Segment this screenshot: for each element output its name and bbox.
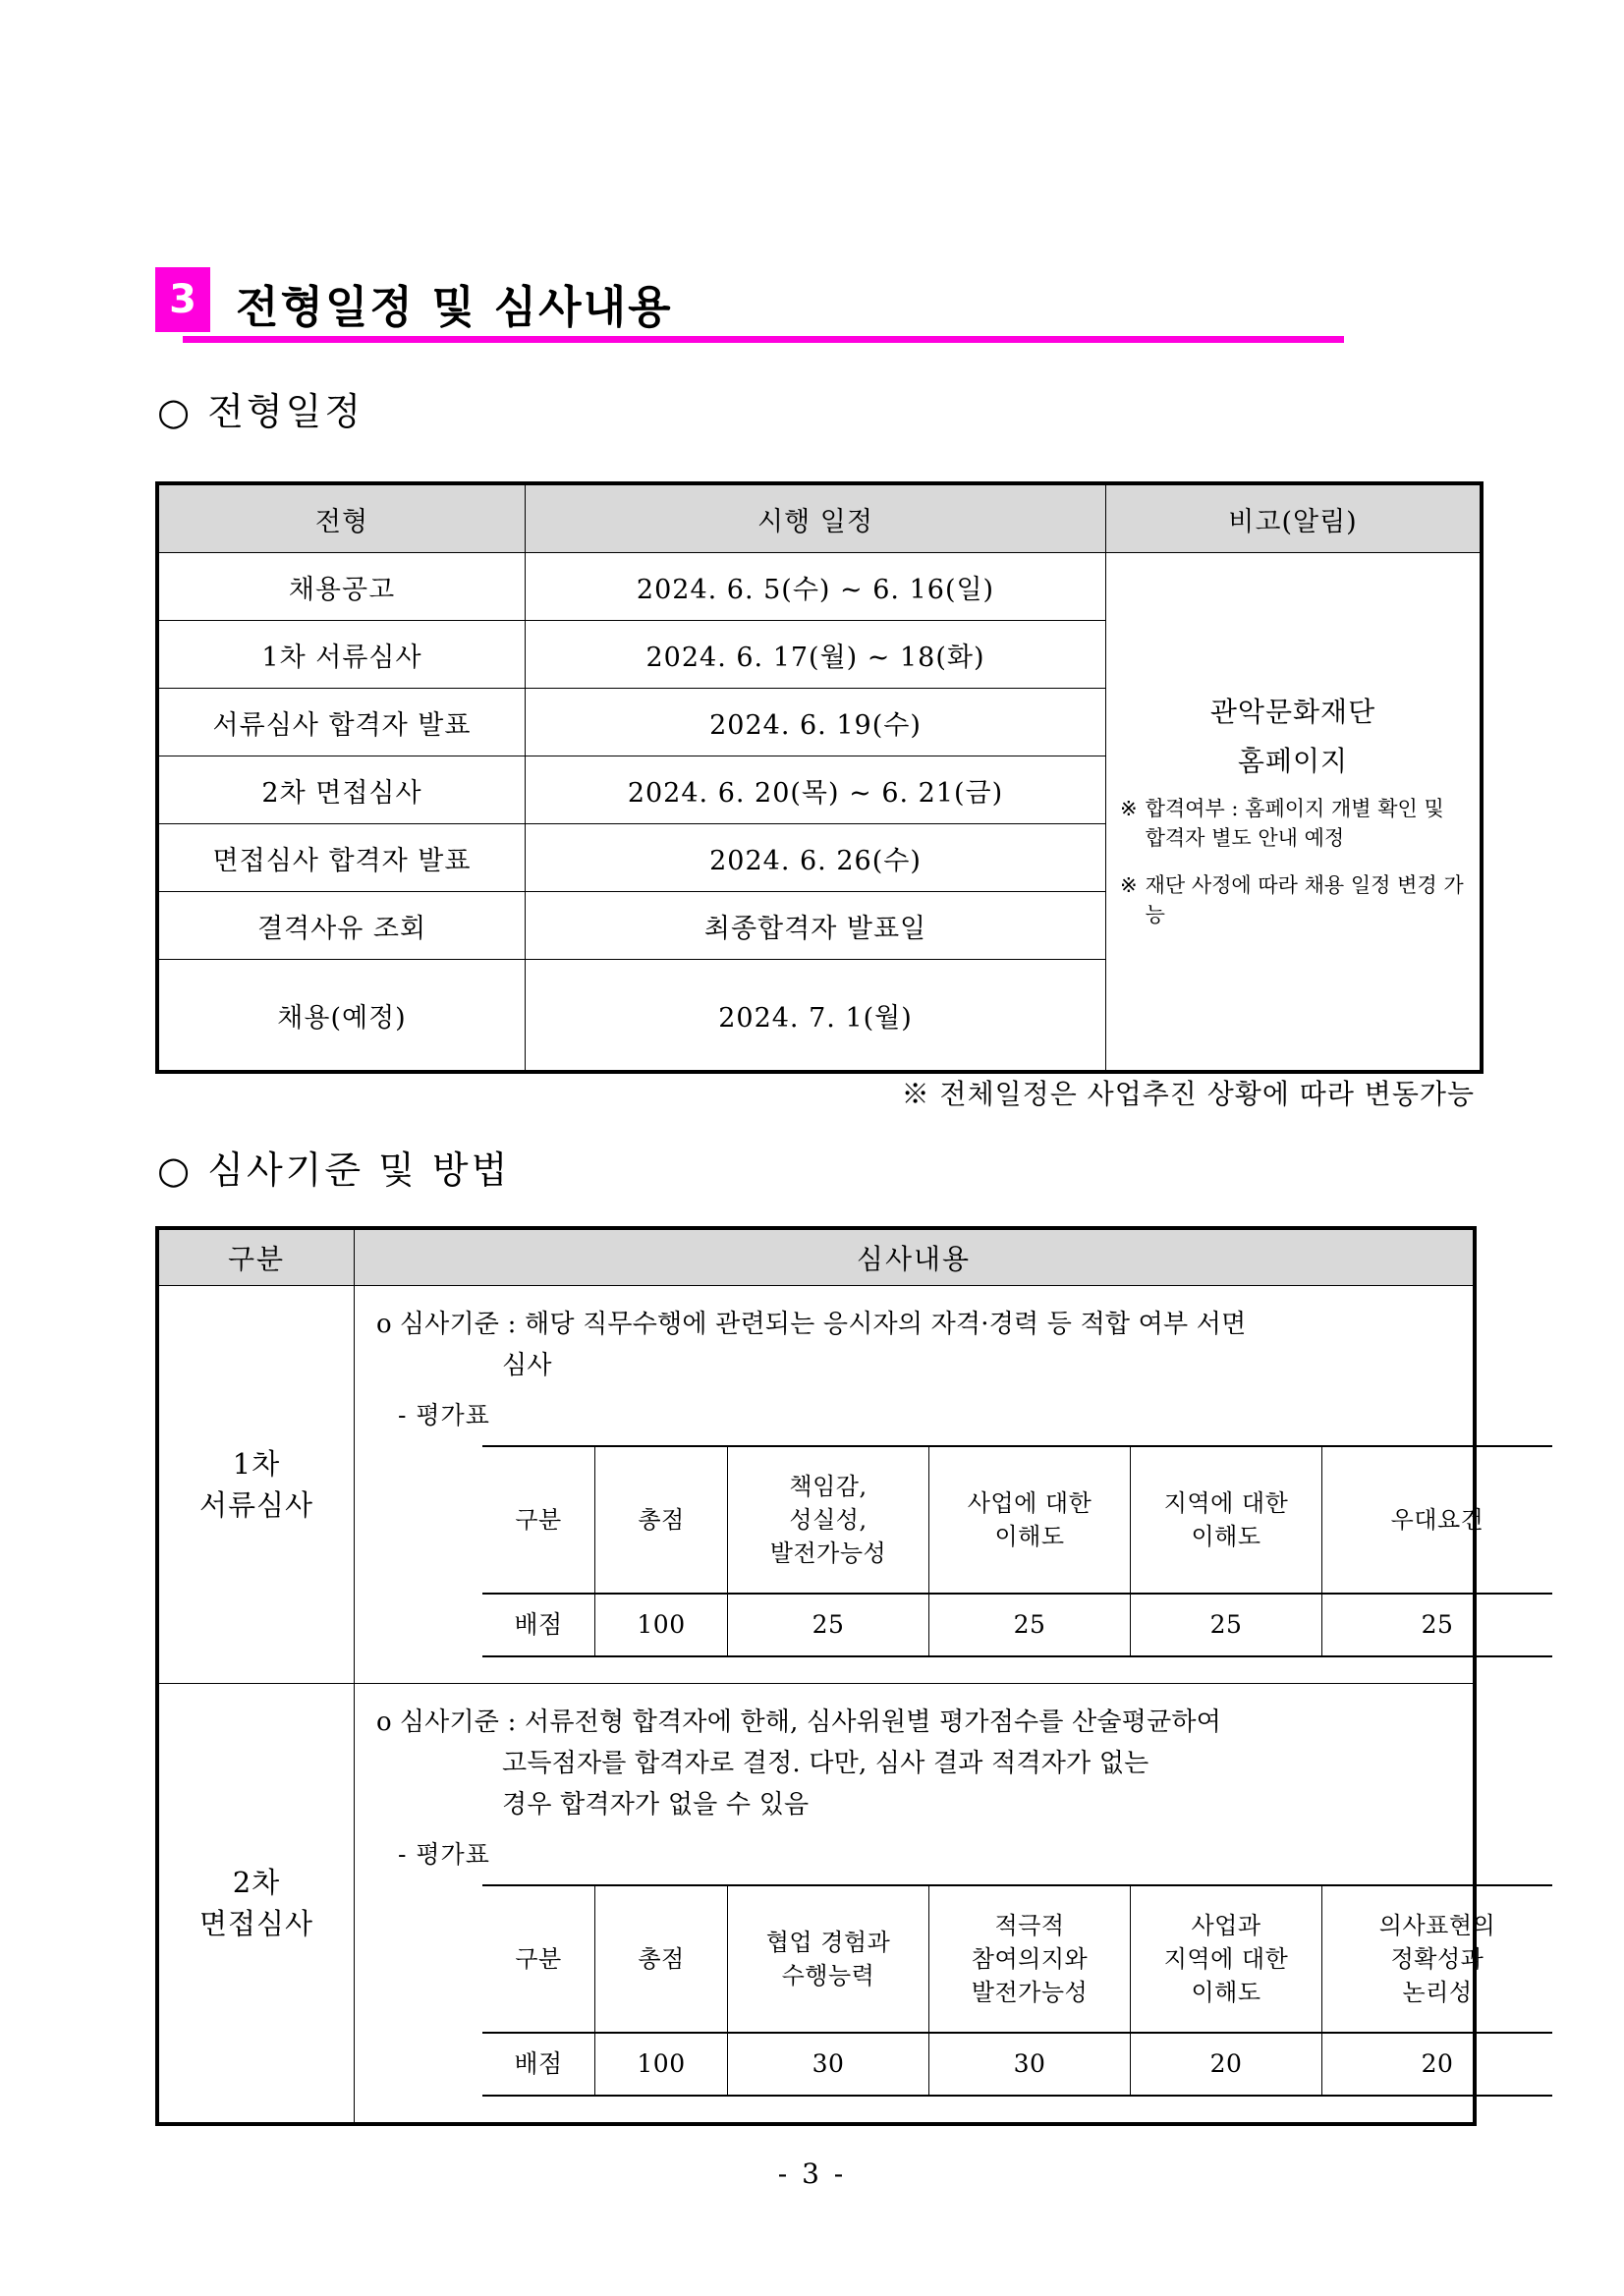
evaluation-header-row [482, 1885, 1552, 2033]
remarks-organization [1106, 684, 1480, 786]
evaluation-score-row [482, 2033, 1552, 2096]
list-marker-icon: o [376, 1310, 392, 1339]
criterion-continuation: 고득점자를 합격자로 결정. 다만, 심사 결과 적격자가 없는 [502, 1749, 1149, 1778]
eval-score-cell: 30 [929, 2033, 1131, 2096]
criterion-line [376, 1304, 1447, 1345]
eval-header-cell: 협업 경험과 수행능력 [728, 1885, 929, 2033]
cell-stage: 서류심사 합격자 발표 [157, 689, 526, 756]
criterion-continuation: 심사 [502, 1351, 552, 1380]
cell-stage: 면접심사 합격자 발표 [157, 824, 526, 892]
cell-date: 최종합격자 발표일 [526, 892, 1106, 960]
eval-score-cell: 25 [1131, 1594, 1322, 1656]
remarks-org-line2: 홈페이지 [1237, 745, 1349, 777]
cell-stage: 채용공고 [157, 553, 526, 621]
reference-mark-icon: ※ [1120, 873, 1138, 897]
header-date: 시행 일정 [526, 483, 1106, 553]
heading-criteria: ○ 심사기준 및 방법 [157, 1148, 511, 1192]
eval-score-cell: 100 [595, 2033, 728, 2096]
section-number-badge: 3 [155, 267, 210, 332]
eval-header-cell: 구분 [482, 1446, 595, 1594]
eval-score-cell: 25 [1322, 1594, 1553, 1656]
eval-score-label: 배점 [482, 2033, 595, 2096]
eval-score-cell: 20 [1322, 2033, 1553, 2096]
eval-header-cell: 지역에 대한 이해도 [1131, 1446, 1322, 1594]
eval-header-cell: 의사표현의 정확성과 논리성 [1322, 1885, 1553, 2033]
eval-score-cell: 100 [595, 1594, 728, 1656]
criteria-table [155, 1226, 1496, 2126]
division-line2: 서류심사 [198, 1488, 314, 1522]
header-division: 구분 [157, 1228, 355, 1286]
evaluation-header-row [482, 1446, 1552, 1594]
criterion-continuation: 경우 합격자가 없을 수 있음 [502, 1790, 810, 1820]
eval-score-cell: 25 [929, 1594, 1131, 1656]
heading-schedule: ○ 전형일정 [157, 390, 364, 433]
evaluation-table-label: - 평가표 [398, 1401, 490, 1429]
evaluation-score-row [482, 1594, 1552, 1656]
criterion-text: 심사기준 : 서류전형 합격자에 한해, 심사위원별 평가점수를 산술평균하여 [399, 1708, 1222, 1737]
eval-score-label: 배점 [482, 1594, 595, 1656]
remarks-note-item [1120, 794, 1470, 853]
table-header-row [157, 1228, 1475, 1286]
header-content: 심사내용 [355, 1228, 1476, 1286]
cell-stage: 1차 서류심사 [157, 621, 526, 689]
cell-date: 2024. 7. 1(월) [526, 960, 1106, 1073]
eval-header-cell: 사업과 지역에 대한 이해도 [1131, 1885, 1322, 2033]
table-row [157, 1684, 1475, 2125]
cell-content [355, 1286, 1484, 1684]
cell-stage: 2차 면접심사 [157, 756, 526, 824]
cell-date: 2024. 6. 26(수) [526, 824, 1106, 892]
title-underline-rule [183, 336, 1344, 343]
cell-date: 2024. 6. 17(월) ~ 18(화) [526, 621, 1106, 689]
schedule-footnote: ※ 전체일정은 사업추진 상황에 따라 변동가능 [901, 1078, 1475, 1110]
cell-stage: 결격사유 조회 [157, 892, 526, 960]
eval-header-cell: 책임감, 성실성, 발전가능성 [728, 1446, 929, 1594]
cell-date: 2024. 6. 19(수) [526, 689, 1106, 756]
evaluation-table-second-round [482, 1884, 1552, 2097]
list-marker-icon: o [376, 1708, 392, 1737]
section-title-block [155, 267, 1472, 343]
schedule-table [155, 481, 1484, 1074]
table-header-row [157, 483, 1482, 553]
remarks-org-line1: 관악문화재단 [1209, 696, 1376, 728]
eval-header-cell: 총점 [595, 1885, 728, 2033]
cell-division [157, 1684, 355, 2125]
division-line1: 2차 [232, 1866, 281, 1899]
eval-header-cell: 구분 [482, 1885, 595, 2033]
cell-date: 2024. 6. 5(수) ~ 6. 16(일) [526, 553, 1106, 621]
header-stage: 전형 [157, 483, 526, 553]
eval-header-cell: 적극적 참여의지와 발전가능성 [929, 1885, 1131, 2033]
header-note: 비고(알림) [1106, 483, 1483, 553]
remarks-note-text: 재단 사정에 따라 채용 일정 변경 가능 [1145, 873, 1464, 926]
eval-header-cell: 우대요건 [1322, 1446, 1553, 1594]
eval-score-cell: 30 [728, 2033, 929, 2096]
division-line1: 1차 [232, 1447, 281, 1481]
cell-stage: 채용(예정) [157, 960, 526, 1073]
eval-score-cell: 20 [1131, 2033, 1322, 2096]
division-line2: 면접심사 [198, 1907, 314, 1940]
cell-division [157, 1286, 355, 1684]
section-title-row [155, 267, 1472, 332]
page-number: - 3 - [777, 2157, 847, 2190]
cell-remarks [1106, 553, 1483, 1073]
cell-date: 2024. 6. 20(목) ~ 6. 21(금) [526, 756, 1106, 824]
evaluation-table-label: - 평가표 [398, 1840, 490, 1869]
table-row [157, 553, 1482, 621]
page-title: 전형일정 및 심사내용 [236, 281, 673, 333]
evaluation-table-first-round [482, 1445, 1552, 1657]
criterion-line [376, 1702, 1447, 1743]
cell-content [355, 1684, 1496, 2125]
remarks-note-item [1120, 870, 1470, 929]
criterion-text: 심사기준 : 해당 직무수행에 관련되는 응시자의 자격·경력 등 적합 여부 서면 [399, 1310, 1247, 1339]
eval-score-cell: 25 [728, 1594, 929, 1656]
reference-mark-icon: ※ [1120, 797, 1138, 820]
eval-header-cell: 총점 [595, 1446, 728, 1594]
eval-header-cell: 사업에 대한 이해도 [929, 1446, 1131, 1594]
remarks-note-text: 합격여부 : 홈페이지 개별 확인 및 합격자 별도 안내 예정 [1145, 797, 1444, 850]
remarks-note-list [1106, 786, 1480, 939]
table-row [157, 1286, 1475, 1684]
